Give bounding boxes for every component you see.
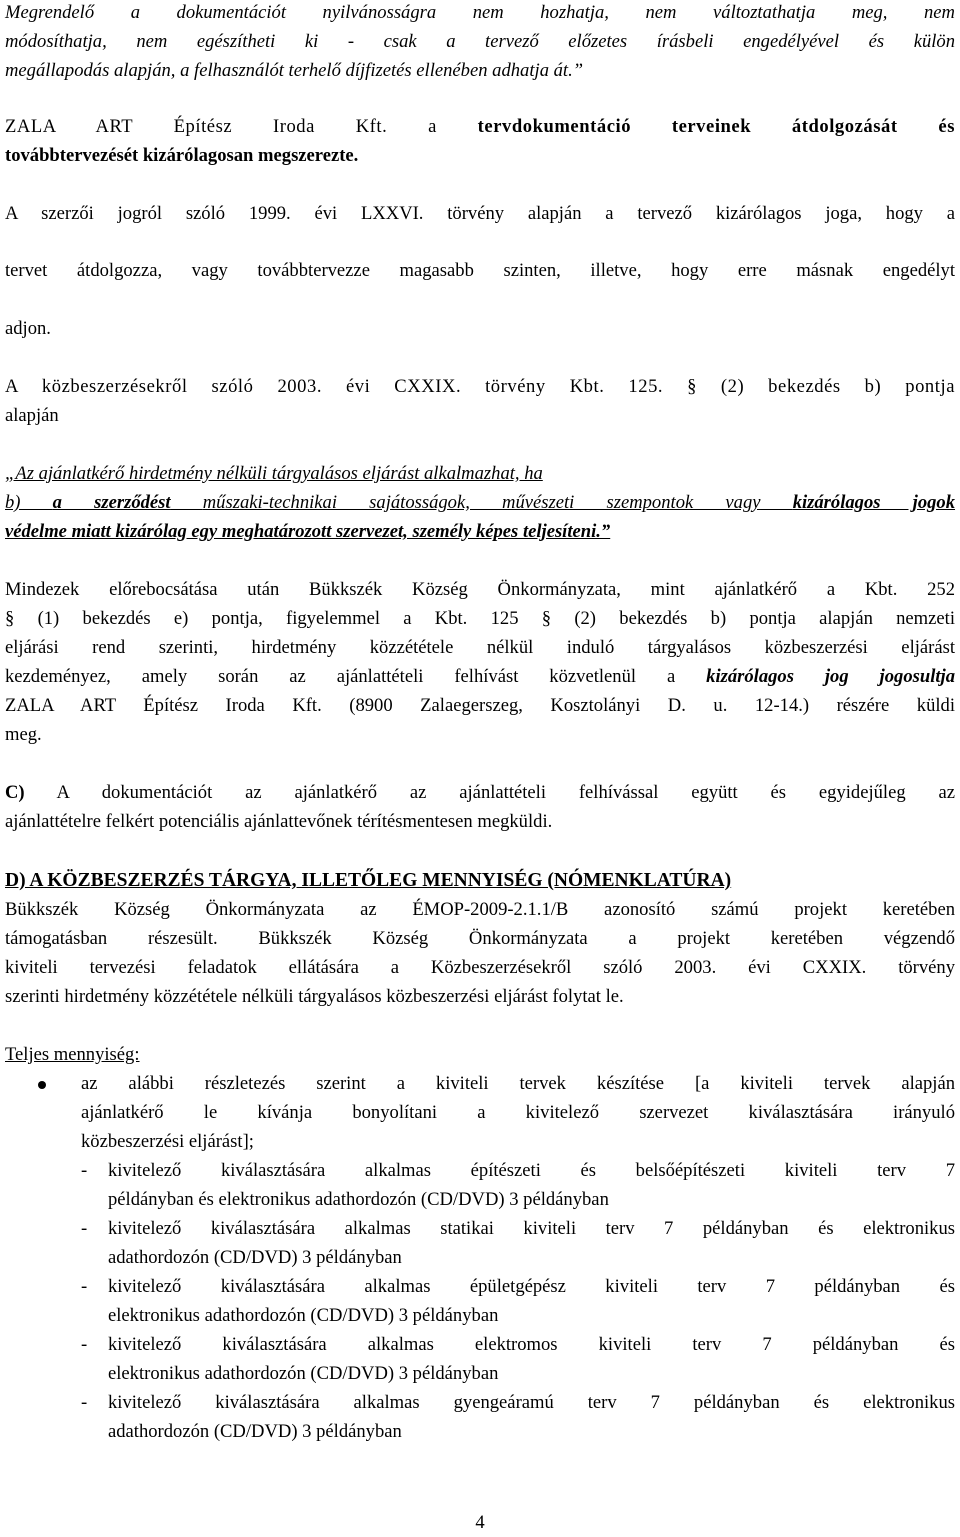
dash-marker: - <box>81 1160 88 1181</box>
mindezek-line-4 <box>5 662 955 691</box>
section-d <box>5 866 955 1011</box>
mindezek-line-6: meg. <box>5 724 42 745</box>
dash-item-line-1: kivitelező kiválasztására alkalmas építészeti és belsőépítészeti kiviteli terv 7 <box>108 1160 955 1181</box>
section-c-line-2: ajánlattételre felkért potenciális ajánlattevőnek térítésmentesen megküldi. <box>5 811 553 832</box>
kozbeszerzes-ref-line-1: A közbeszerzésekről szóló 2003. évi CXXIX. törvény Kbt. 125. § (2) bekezdés b) pontja <box>5 376 955 397</box>
dash-marker: - <box>81 1392 88 1413</box>
dash-text <box>108 1214 955 1272</box>
mindezek-line-2: § (1) bekezdés e) pontja, figyelemmel a Kbt. 125 § (2) bekezdés b) pontja alapján nemzeti <box>5 608 955 629</box>
mindezek-line-1: Mindezek előrebocsátása után Bükkszék Község Önkormányzata, mint ajánlatkérő a Kbt. 252 <box>5 579 955 600</box>
zala-paragraph <box>5 112 955 170</box>
szerzoi-line-1: A szerzői jogról szóló 1999. évi LXXVI. törvény alapján a tervező kizárólagos joga, hogy a <box>5 203 955 224</box>
szerzoi-line-3: adjon. <box>5 318 51 339</box>
section-d-heading: D) A KÖZBESZERZÉS TÁRGYA, ILLETŐLEG MENNYISÉG (NÓMENKLATÚRA) <box>5 870 732 891</box>
intro-line-2: módosíthatja, nem egészítheti ki - csak a tervező előzetes írásbeli engedélyével és külön <box>5 31 955 52</box>
zala-line-1 <box>5 112 955 141</box>
section-d-line-2: támogatásban részesült. Bükkszék Község Önkormányzata a projekt keretében végzendő <box>5 928 955 949</box>
quote-line-2 <box>5 488 955 517</box>
page-number: 4 <box>475 1512 485 1533</box>
bullet-line-2: ajánlatkérő le kívánja bonyolítani a kivitelező szervezet kiválasztására irányuló <box>81 1102 955 1123</box>
section-d-line-1: Bükkszék Község Önkormányzata az ÉMOP-2009-2.1.1/B azonosító számú projekt keretében <box>5 899 955 920</box>
bullet-icon <box>38 1081 46 1089</box>
kozbeszerzes-ref <box>5 372 955 430</box>
zala-line-1-plain: ZALA ART Építész Iroda Kft. a <box>5 116 437 137</box>
bullet-line-1: az alábbi részletezés szerint a kiviteli tervek készítése [a kiviteli tervek alapján <box>81 1073 955 1094</box>
szerzoi-line-2-wrap <box>5 256 955 285</box>
dash-item-line-1: kivitelező kiválasztására alkalmas gyengeáramú terv 7 példányban és elektronikus <box>108 1392 955 1413</box>
dash-text <box>108 1388 955 1446</box>
quote-line-1: „Az ajánlatkérő hirdetmény nélküli tárgyalásos eljárást alkalmazhat, ha <box>5 463 543 484</box>
kozbeszerzes-ref-line-2: alapján <box>5 405 59 426</box>
dash-item-line-1: kivitelező kiválasztására alkalmas statikai kiviteli terv 7 példányban és elektronikus <box>108 1218 955 1239</box>
dash-item-line-2: példányban és elektronikus adathordozón (CD/DVD) 3 példányban <box>108 1189 609 1210</box>
document-page <box>5 0 955 1537</box>
section-c-line-1-text: A dokumentációt az ajánlatkérő az ajánlattételi felhívással együtt és egyidejűleg az <box>56 782 956 803</box>
intro-paragraph <box>5 0 955 85</box>
dash-text <box>108 1330 955 1388</box>
section-d-line-4: szerinti hirdetmény közzététele nélküli tárgyalásos közbeszerzési eljárást folytat le. <box>5 986 624 1007</box>
section-c-label: C) <box>5 782 25 803</box>
mindezek-line-4-plain: kezdeményez, amely során az ajánlattételi felhívást közvetlenül a <box>5 666 676 687</box>
intro-line-1: Megrendelő a dokumentációt nyilvánosságra nem hozhatja, nem változtathatja meg, nem <box>5 2 955 23</box>
section-c-line-1 <box>5 778 955 807</box>
dash-item-line-1: kivitelező kiválasztására alkalmas épületgépész kiviteli terv 7 példányban és <box>108 1276 955 1297</box>
dash-marker: - <box>81 1334 88 1355</box>
dash-item-line-2: elektronikus adathordozón (CD/DVD) 3 példányban <box>108 1363 499 1384</box>
dash-item-line-2: elektronikus adathordozón (CD/DVD) 3 példányban <box>108 1305 499 1326</box>
quote-b-label: b) <box>5 492 21 513</box>
dash-marker: - <box>81 1276 88 1297</box>
szerzoi-line-2: tervet átdolgozza, vagy továbbtervezze magasabb szinten, illetve, hogy erre másnak engedélyt <box>5 260 955 281</box>
quote-line-3: védelme miatt kizárólag egy meghatározott szervezet, személy képes teljesíteni.” <box>5 521 611 542</box>
szerzoi-paragraph <box>5 199 955 228</box>
quote-szerzodest: a szerződést <box>52 492 171 513</box>
quote-middle: műszaki-technikai sajátosságok, művészeti szempontok vagy <box>202 492 761 513</box>
intro-line-3: megállapodás alapján, a felhasználót terhelő díjfizetés ellenében adhatja át.” <box>5 60 584 81</box>
dash-item-line-2: adathordozón (CD/DVD) 3 példányban <box>108 1247 402 1268</box>
mindezek-line-5: ZALA ART Építész Iroda Kft. (8900 Zalaegerszeg, Kosztolányi D. u. 12-14.) részére küldi <box>5 695 955 716</box>
dash-marker: - <box>81 1218 88 1239</box>
bullet-line-3: közbeszerzési eljárást]; <box>81 1131 254 1152</box>
dash-text <box>108 1272 955 1330</box>
dash-text <box>108 1156 955 1214</box>
dash-item-line-1: kivitelező kiválasztására alkalmas elektromos kiviteli terv 7 példányban és <box>108 1334 955 1355</box>
zala-line-1-bold: tervdokumentáció terveinek átdolgozását és <box>477 116 955 137</box>
teljes-heading-wrap <box>5 1040 955 1069</box>
bullet-text <box>81 1069 955 1156</box>
zala-line-2: továbbtervezését kizárólagosan megszerezte. <box>5 145 359 166</box>
quote-block <box>5 459 955 546</box>
mindezek-line-4-emph: kizárólagos jog jogosultja <box>706 666 955 687</box>
dash-item-line-2: adathordozón (CD/DVD) 3 példányban <box>108 1421 402 1442</box>
section-c <box>5 778 955 836</box>
teljes-heading: Teljes mennyiség: <box>5 1044 140 1065</box>
szerzoi-line-3-wrap <box>5 314 955 343</box>
mindezek-paragraph <box>5 575 955 749</box>
mindezek-line-3: eljárási rend szerinti, hirdetmény közzététele nélkül induló tárgyalásos közbeszerzési eljárást <box>5 637 955 658</box>
section-d-line-3: kiviteli tervezési feladatok ellátására a Közbeszerzésekről szóló 2003. évi CXXIX. törvény <box>5 957 955 978</box>
quote-kizarolagos: kizárólagos jogok <box>792 492 956 513</box>
